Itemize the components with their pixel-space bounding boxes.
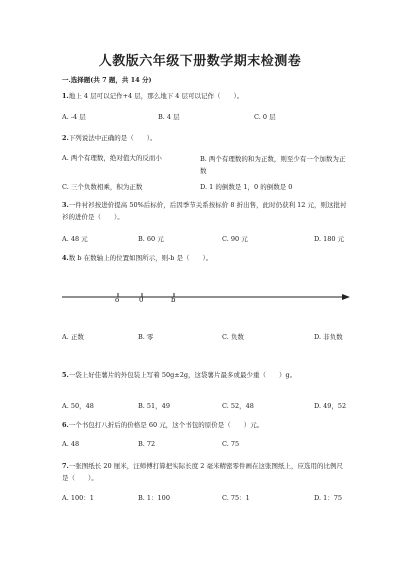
question-number: 6. [62,421,69,429]
question-number: 2. [62,134,69,142]
question-1 [62,90,347,102]
option-d: D. 1：75 [314,494,343,502]
question-number: 1. [62,92,69,100]
option-b: B. 两个有理数的和为正数，则至少有一个加数为正数 [200,155,346,175]
option-b: B. 72 [138,440,156,448]
question-text: 下列说法中正确的是（ ）。 [68,134,157,142]
option-a: A. -4 层 [62,113,86,121]
option-b: B. 1：100 [138,494,170,502]
question-text: 一件衬衫按进价提高 50%后标价，后因季节关系按标价 8 折出售，此时仍获利 12 元，则这批衬衫的进价是（ ）。 [62,201,347,221]
option-a: A. 48 [62,440,80,448]
question-2 [62,132,347,144]
option-c: C. 52，48 [222,402,254,410]
option-c: C. 75：1 [222,494,250,502]
option-a: A. 100：1 [62,494,94,502]
question-5 [62,369,347,381]
question-6 [62,419,347,431]
options-6 [62,440,352,452]
question-text: 数 b 在数轴上的位置如图所示，则-b 是（ ）。 [68,254,213,262]
option-d: D. 180 元 [314,235,345,243]
option-c: C. 0 层 [254,113,276,121]
option-c: C. 三个负数相乘，积为正数 [62,183,143,191]
question-3 [62,199,347,223]
question-text: 一袋上好佳薯片的外包装上写着 50g±2g，这袋薯片最多或最少重（ ）g。 [68,371,297,379]
option-c: C. 90 元 [222,235,248,243]
option-b: B. 4 层 [158,113,180,121]
numberline-label-zero: 0 [139,296,144,304]
numberline-label-b: b [171,296,176,304]
question-number: 3. [62,201,69,209]
option-d: D. 非负数 [314,333,343,341]
question-text: 一个书包打八折后的价格是 60 元，这个书包的原价是（ ）元。 [68,421,264,429]
option-b: B. 60 元 [138,235,164,243]
question-7 [62,460,347,484]
option-c: C. 负数 [222,333,244,341]
option-a: A. 两个有理数，绝对值大的反而小 [62,154,162,162]
question-text: 一张图纸长 20 厘米，汪师傅打算把实际长度 2 毫米精密零件画在这张图纸上，应选用的比例尺是（ ）。 [62,462,343,482]
number-line-drawing [62,284,350,318]
section-heading: 一.选择题(共 7 题，共 14 分) [62,76,152,84]
options-4 [62,332,352,344]
option-c: C. 75 [222,440,240,448]
number-line [62,284,350,318]
question-text: 地上 4 层可以记作+4 层，那么地下 4 层可以记作（ ）。 [68,92,244,100]
question-number: 4. [62,254,69,262]
options-7 [62,493,352,505]
options-1 [62,112,352,124]
option-b: B. 51，49 [138,402,170,410]
option-d: D. 1 的倒数是 1，0 的倒数是 0 [200,183,293,191]
page-title: 人教版六年级下册数学期末检测卷 [98,54,302,69]
numberline-label-o: o [115,296,120,304]
options-2-row2 [62,182,352,194]
options-5 [62,401,352,413]
question-4 [62,252,347,264]
option-d: D. 49，52 [314,402,347,410]
options-3 [62,234,352,246]
option-a: A. 正数 [62,333,84,341]
option-a: A. 50，48 [62,402,94,410]
option-a: A. 48 元 [62,235,88,243]
option-b: B. 零 [138,333,154,341]
question-number: 5. [62,371,69,379]
question-number: 7. [62,462,69,470]
